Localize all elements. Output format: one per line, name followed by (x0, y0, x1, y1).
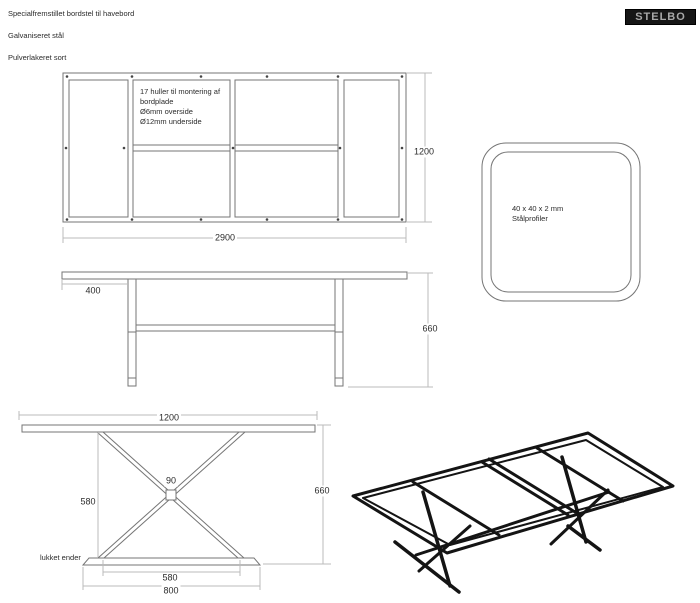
end-view-center-joint (166, 490, 176, 500)
end-view-cross-dim: 90 (165, 475, 177, 486)
mounting-holes (65, 75, 404, 221)
end-view-base-dim: 800 (163, 585, 179, 596)
end-view-leg-dim: 580 (80, 496, 96, 507)
mounting-note-line-3: Ø6mm overside (140, 107, 193, 116)
side-view-drawing (62, 272, 433, 387)
profile-size-label: 40 x 40 x 2 mm (512, 204, 564, 213)
top-view-center-rail (133, 145, 230, 151)
side-view-dimension-lines (62, 273, 433, 387)
top-view-width-dim: 1200 (413, 146, 435, 157)
end-view-drawing (19, 411, 331, 590)
finish-spec: Pulverlakeret sort (8, 53, 67, 62)
end-view-base-skid (83, 558, 260, 565)
perspective-view-drawing (353, 433, 673, 592)
top-view-compartment (69, 80, 128, 217)
profile-spec-note (512, 204, 563, 224)
side-view-stretcher (136, 325, 335, 331)
drawing-title: Specialfremstillet bordstel til havebord (8, 9, 135, 18)
side-view-height-dim: 660 (422, 323, 438, 334)
top-view-drawing (63, 73, 432, 243)
mounting-note-line-2: bordplade (140, 97, 174, 106)
end-view-feet-dim: 580 (162, 572, 178, 583)
stelbo-logo: STELBO (625, 9, 696, 25)
top-view-compartment (344, 80, 399, 217)
closed-ends-note: lukket ender (40, 553, 81, 562)
material-spec: Galvaniseret stål (8, 31, 64, 40)
top-view-length-dim: 2900 (214, 232, 236, 243)
end-view-height-dim: 660 (314, 485, 330, 496)
top-view-compartment (235, 80, 338, 217)
side-view-overhang-dim: 400 (85, 285, 101, 296)
profile-name-label: Stålprofiler (512, 214, 548, 223)
wireframe-frame-outer (353, 433, 673, 553)
mounting-holes-note (140, 87, 220, 127)
mounting-note-line-4: Ø12mm underside (140, 117, 202, 126)
end-view-top-dim: 1200 (158, 412, 180, 423)
mounting-note-line-1: 17 huller til montering af (140, 87, 221, 96)
top-view-center-rail (235, 145, 338, 151)
side-view-tabletop (62, 272, 407, 279)
end-view-tabletop (22, 425, 315, 432)
